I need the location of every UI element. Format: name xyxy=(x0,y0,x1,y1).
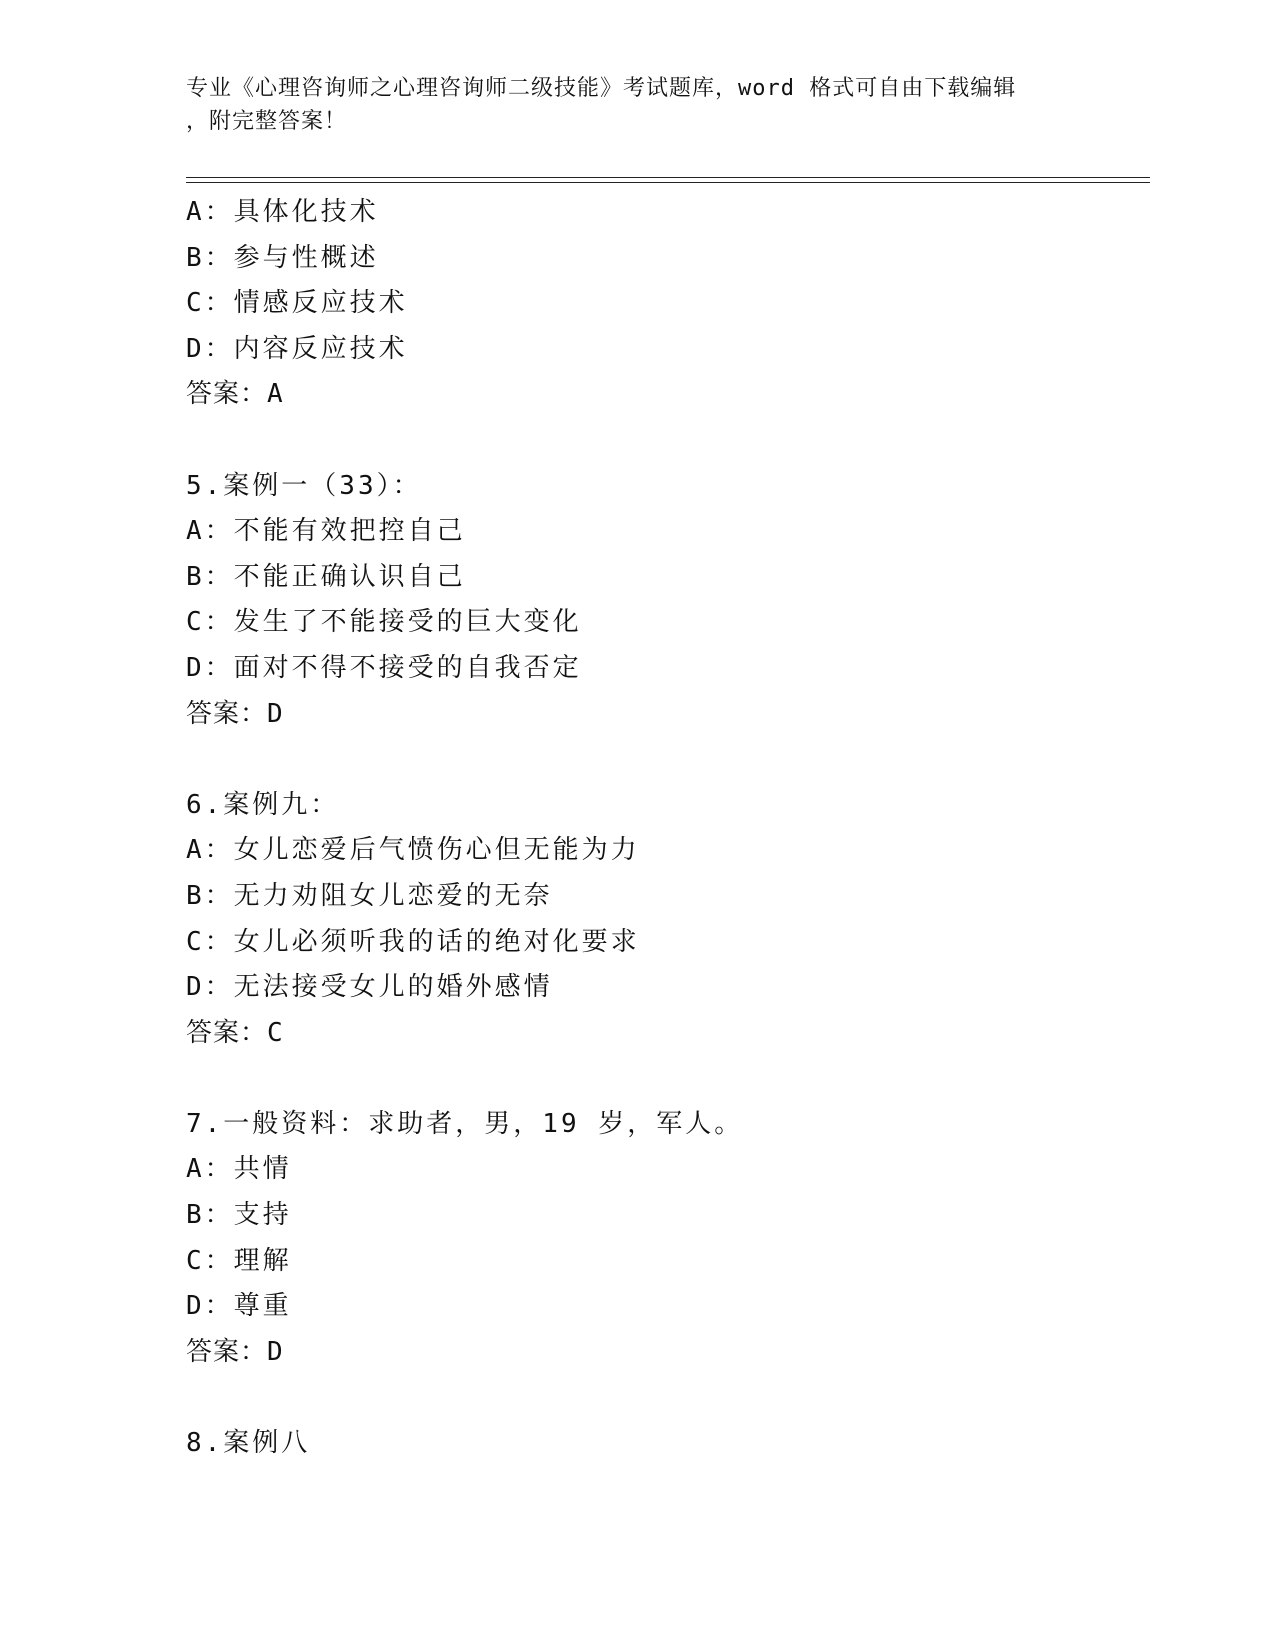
question-title: 8.案例八 xyxy=(186,1428,311,1459)
answer-line: 答案：D xyxy=(186,1336,284,1367)
header-line-2: ，附完整答案！ xyxy=(186,109,348,134)
header-divider-top xyxy=(186,177,1150,178)
question-5-block xyxy=(186,464,1146,738)
option-d: D：内容反应技术 xyxy=(186,333,408,364)
question-title: 7.一般资料：求助者，男，19 岁，军人。 xyxy=(186,1108,744,1139)
question-7-block xyxy=(186,1102,1146,1376)
option-d: D：无法接受女儿的婚外感情 xyxy=(186,972,553,1003)
option-d: D：尊重 xyxy=(186,1291,292,1322)
option-b: B：无力劝阻女儿恋爱的无奈 xyxy=(186,880,553,911)
spacer xyxy=(186,1375,1146,1421)
option-a: A：女儿恋爱后气愤伤心但无能为力 xyxy=(186,835,640,866)
spacer xyxy=(186,418,1146,464)
option-d: D：面对不得不接受的自我否定 xyxy=(186,652,582,683)
spacer xyxy=(186,1056,1146,1102)
option-c: C：女儿必须听我的话的绝对化要求 xyxy=(186,926,640,957)
question-6-block xyxy=(186,783,1146,1057)
option-b: B：参与性概述 xyxy=(186,242,379,273)
spacer xyxy=(186,737,1146,783)
option-a: A：共情 xyxy=(186,1154,292,1185)
answer-line: 答案：A xyxy=(186,379,284,410)
question-title: 5.案例一（33）： xyxy=(186,470,422,501)
option-b: B：不能正确认识自己 xyxy=(186,561,466,592)
answer-line: 答案：C xyxy=(186,1017,284,1048)
option-c: C：情感反应技术 xyxy=(186,288,408,319)
header-line-1: 专业《心理咨询师之心理咨询师二级技能》考试题库，word 格式可自由下载编辑 xyxy=(186,76,1017,101)
document-header xyxy=(186,72,1086,138)
option-b: B：支持 xyxy=(186,1200,292,1231)
option-c: C：理解 xyxy=(186,1245,292,1276)
question-4-block xyxy=(186,190,1146,418)
option-a: A：具体化技术 xyxy=(186,197,379,227)
option-a: A：不能有效把控自己 xyxy=(186,516,466,547)
question-list xyxy=(186,190,1146,1467)
option-c: C：发生了不能接受的巨大变化 xyxy=(186,607,582,638)
header-divider-bottom xyxy=(186,182,1150,183)
question-title: 6.案例九： xyxy=(186,789,340,820)
answer-line: 答案：D xyxy=(186,698,284,729)
question-8-block xyxy=(186,1421,1146,1467)
